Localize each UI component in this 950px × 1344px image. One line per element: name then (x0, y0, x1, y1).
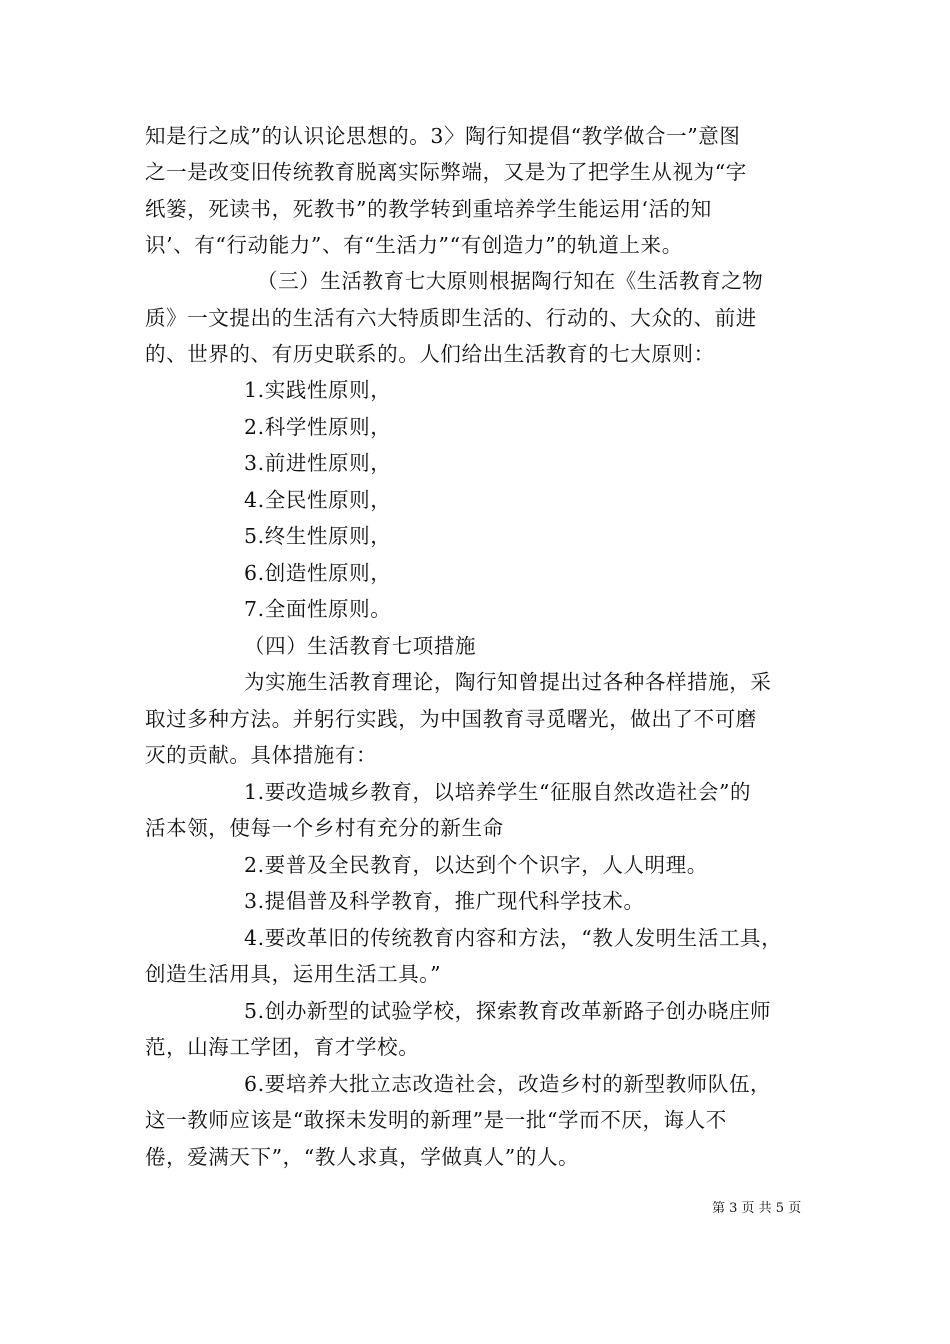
list-item: 6.要培养大批立志改造社会，改造乡村的新型教师队伍， (244, 1072, 772, 1096)
text-line: 这一教师应该是“敢探未发明的新理”是一批“学而不厌，诲人不 (145, 1108, 727, 1132)
list-item: 4.要改革旧的传统教育内容和方法，“教人发明生活工具， (244, 926, 783, 950)
section-heading: （三）生活教育七大原则根据陶行知在《生活教育之物 (257, 269, 764, 293)
list-item: 3.前进性原则， (244, 451, 392, 475)
list-item: 2.科学性原则， (244, 415, 392, 439)
text-line: 识’、有“行动能力”、有“生活力”“有创造力”的轨道上来。 (145, 233, 683, 257)
list-item: 5.终生性原则， (244, 524, 392, 548)
list-item: 2.要普及全民教育，以达到个个识字，人人明理。 (244, 853, 708, 877)
text-line: 倦，爱满天下”，“教人求真，学做真人”的人。 (145, 1145, 580, 1169)
list-item: 5.创办新型的试验学校，探索教育改革新路子创办晓庄师 (244, 999, 772, 1023)
text-line: 为实施生活教育理论，陶行知曾提出过各种各样措施，采 (244, 670, 772, 694)
text-line: 纸篓，死读书，死教书”的教学转到重培养学生能运用‘活的知 (145, 197, 712, 221)
text-line: 质》一文提出的生活有六大特质即生活的、行动的、大众的、前进 (145, 306, 757, 330)
text-line: 灭的贡献。具体措施有： (145, 743, 378, 767)
text-line: 取过多种方法。并躬行实践，为中国教育寻觅曙光，做出了不可磨 (145, 707, 757, 731)
list-item: 7.全面性原则。 (244, 597, 392, 621)
text-line: 知是行之成”的认识论思想的。3〉陶行知提倡“教学做合一”意图 (145, 124, 741, 148)
list-item: 3.提倡普及科学教育，推广现代科学技术。 (244, 889, 645, 913)
section-heading: （四）生活教育七项措施 (244, 634, 477, 658)
text-line: 活本领，使每一个乡村有充分的新生命 (145, 816, 504, 840)
page-number: 第 3 页 共 5 页 (712, 1201, 802, 1216)
list-item: 1.实践性原则， (244, 378, 392, 402)
list-item: 6.创造性原则， (244, 561, 392, 585)
list-item: 4.全民性原则， (244, 488, 392, 512)
text-line: 范，山海工学团，育才学校。 (145, 1035, 420, 1059)
text-line: 之一是改变旧传统教育脱离实际弊端，又是为了把学生从视为“字 (145, 160, 747, 184)
list-item: 1.要改造城乡教育，以培养学生“征服自然改造社会”的 (244, 780, 752, 804)
text-line: 创造生活用具，运用生活工具。” (145, 962, 442, 986)
text-line: 的、世界的、有历史联系的。人们给出生活教育的七大原则： (145, 342, 715, 366)
